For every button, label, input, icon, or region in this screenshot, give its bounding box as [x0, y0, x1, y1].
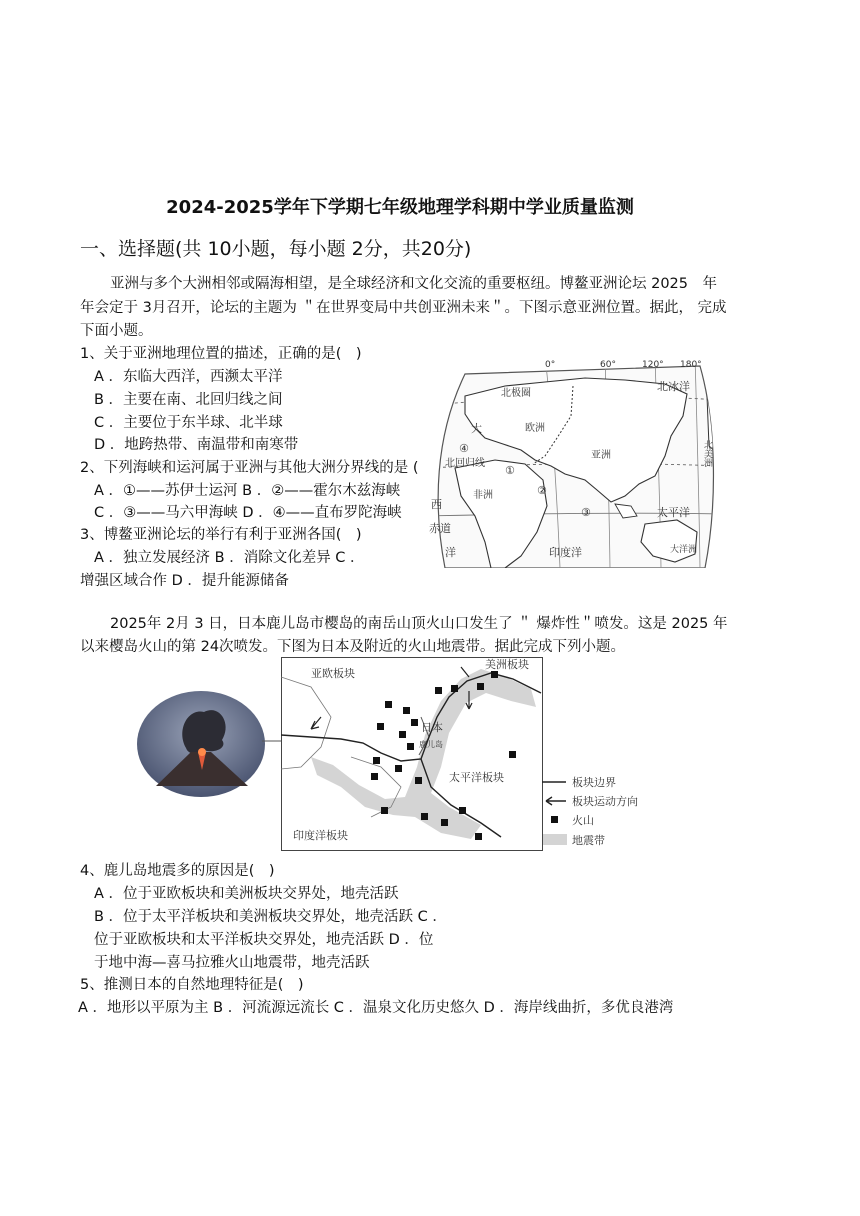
- q4-option-c[interactable]: 位于亚欧板块和太平洋板块交界处，地壳活跃 D ．位: [94, 932, 434, 948]
- q1-option-a[interactable]: A ．东临大西洋，西濒太平洋: [94, 369, 283, 385]
- legend-seismic-swatch: [543, 834, 567, 845]
- japan-plate-map: [281, 657, 543, 851]
- volcano-photo: [136, 690, 266, 798]
- q3-stem: 3、博鳌亚洲论坛的举行有利于亚洲各国( ): [80, 527, 362, 543]
- legend-direction: 板块运动方向: [572, 795, 638, 808]
- page-title: 2024-2025学年下学期七年级地理学科期中学业质量监测: [166, 197, 634, 218]
- asia-position-map: [425, 356, 721, 568]
- label-american-plate: 美洲板块: [485, 658, 529, 671]
- label-eurasian-plate: 亚欧板块: [311, 667, 355, 680]
- label-kagoshima: 鹿儿岛: [419, 740, 443, 749]
- marker-4: ④: [459, 442, 469, 455]
- lon-label-180: 180°: [680, 360, 702, 370]
- q3-options-line1[interactable]: A ．独立发展经济 B ．消除文化差异 C ．: [94, 550, 365, 566]
- label-europe: 欧洲: [525, 423, 545, 434]
- legend-volcano: 火山: [572, 814, 594, 827]
- label-arctic-ocean: 北冰洋: [657, 380, 690, 393]
- label-asia: 亚洲: [591, 450, 611, 461]
- label-indian-ocean: 印度洋: [549, 546, 582, 559]
- q1-stem: 1、关于亚洲地理位置的描述，正确的是( ): [80, 346, 362, 362]
- label-tropic-cancer: 北回归线: [445, 458, 485, 469]
- label-oceania: 大洋洲: [670, 545, 698, 555]
- q5-options[interactable]: A ．地形以平原为主 B ．河流源远流长 C ．温泉文化历史悠久 D ．海岸线曲折，多优良港湾: [78, 1000, 674, 1016]
- q2-stem: 2、下列海峡和运河属于亚洲与其他大洲分界线的是 (: [80, 460, 419, 476]
- lon-label-60: 60°: [600, 360, 616, 370]
- section-heading: 一、选择题(共 10小题，每小题 2分，共20分): [80, 238, 472, 260]
- q2-options-cd[interactable]: C ．③——马六甲海峡 D ．④——直布罗陀海峡: [94, 505, 402, 521]
- passage1-line3: 下面小题。: [80, 323, 153, 339]
- q1-option-c[interactable]: C ．主要位于东半球、北半球: [94, 415, 283, 431]
- marker-2: ②: [537, 484, 547, 497]
- label-africa: 非洲: [473, 490, 493, 501]
- q5-stem: 5、推测日本的自然地理特征是( ): [80, 977, 304, 993]
- label-arctic-circle: 北极圈: [501, 388, 531, 399]
- legend-seismic: 地震带: [572, 834, 605, 847]
- q1-option-d[interactable]: D ．地跨热带、南温带和南寒带: [94, 437, 299, 453]
- marker-3: ③: [581, 506, 591, 519]
- label-north-america: 北美洲: [702, 440, 712, 467]
- q2-options-ab[interactable]: A ．①——苏伊士运河 B ．②——霍尔木兹海峡: [94, 483, 401, 499]
- q4-stem: 4、鹿儿岛地震多的原因是( ): [80, 863, 275, 879]
- passage1-line2: 年会定于 3月召开，论坛的主题为 ＂在世界变局中共创亚洲未来＂。下图示意亚洲位置。据此， 完成: [80, 300, 727, 316]
- legend-volcano-icon: [551, 816, 558, 823]
- legend-boundary: 板块边界: [572, 776, 616, 789]
- label-da: 大: [471, 422, 482, 435]
- map2-legend: [540, 770, 660, 850]
- label-japan: 日本: [421, 721, 443, 734]
- label-yang: 洋: [445, 546, 456, 559]
- label-pacific-plate: 太平洋板块: [449, 771, 504, 784]
- label-indian-plate: 印度洋板块: [293, 829, 348, 842]
- q4-option-a[interactable]: A ．位于亚欧板块和美洲板块交界处，地壳活跃: [94, 886, 399, 902]
- legend-direction-arrow: [546, 797, 566, 805]
- q4-option-b[interactable]: B ．位于太平洋板块和美洲板块交界处，地壳活跃 C ．: [94, 909, 447, 925]
- q3-options-line2[interactable]: 增强区域合作 D ．提升能源储备: [80, 573, 289, 589]
- lon-label-0: 0°: [545, 360, 556, 370]
- lon-label-120: 120°: [642, 360, 664, 370]
- passage2-line2: 以来樱岛火山的第 24次喷发。下图为日本及附近的火山地震带。据此完成下列小题。: [80, 639, 626, 655]
- marker-1: ①: [505, 464, 515, 477]
- passage1-line1: 亚洲与多个大洲相邻或隔海相望，是全球经济和文化交流的重要枢纽。博鳌亚洲论坛 2025 年: [110, 276, 718, 292]
- label-pacific: 太平洋: [657, 506, 690, 519]
- passage2-line1: 2025年 2月 3 日，日本鹿儿岛市樱岛的南岳山顶火山口发生了 ＂ 爆炸性＂喷发。这是 2025 年: [110, 616, 728, 632]
- label-west: 西: [431, 498, 442, 511]
- q4-option-d[interactable]: 于地中海—喜马拉雅火山地震带，地壳活跃: [94, 955, 370, 971]
- label-equator: 赤道: [429, 522, 451, 535]
- q1-option-b[interactable]: B ．主要在南、北回归线之间: [94, 392, 283, 408]
